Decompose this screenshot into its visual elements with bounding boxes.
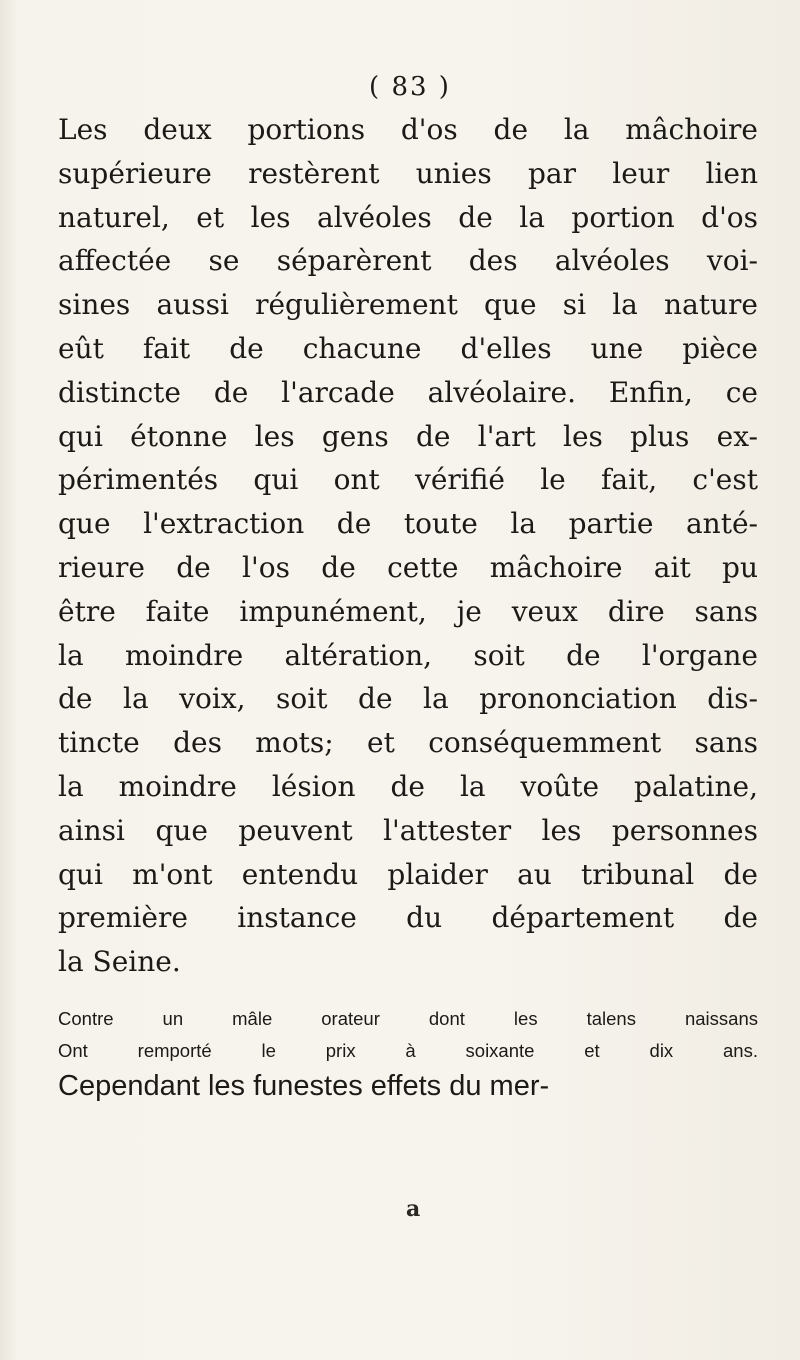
paragraph-line: sines aussi régulièrement que si la nature — [58, 288, 758, 322]
paragraph-line: qui m'ont entendu plaider au tribunal de — [58, 857, 758, 891]
paragraph-line: périmentés qui ont vérifié le fait, c'est — [58, 463, 758, 497]
paragraph-line: que l'extraction de toute la partie anté- — [58, 507, 758, 541]
paragraph-line: supérieure restèrent unies par leur lien — [58, 156, 758, 190]
paragraph-line: rieure de l'os de cette mâchoire ait pu — [58, 550, 758, 584]
paragraph-line: Les deux portions d'os de la mâchoire — [58, 113, 758, 146]
paragraph-line: distincte de l'arcade alvéolaire. Enfin, ce — [58, 375, 758, 409]
paragraph-line: première instance du département de — [58, 901, 758, 935]
paragraph-line: la Seine. — [58, 945, 181, 979]
paragraph-line: naturel, et les alvéoles de la portion d'os — [58, 200, 758, 234]
paragraph-line: la moindre lésion de la voûte palatine, — [58, 769, 758, 803]
main-paragraph — [58, 108, 758, 984]
verse-quote — [58, 1003, 758, 1067]
paragraph-line: qui étonne les gens de l'art les plus ex- — [58, 419, 758, 453]
paragraph-line: ainsi que peuvent l'attester les personnes — [58, 813, 758, 847]
paragraph-line: affectée se séparèrent des alvéoles voi- — [58, 244, 758, 278]
verse-line: Contre un mâle orateur dont les talens naissans — [58, 1008, 758, 1029]
paragraph-line: la moindre altération, soit de l'organe — [58, 638, 758, 672]
verse-line: Ont remporté le prix à soixante et dix ans. — [58, 1040, 758, 1061]
signature-mark: a — [406, 1196, 421, 1222]
page-number: ( 83 ) — [369, 72, 451, 102]
paragraph-line: être faite impunément, je veux dire sans — [58, 594, 758, 628]
paragraph-line: tincte des mots; et conséquemment sans — [58, 726, 758, 760]
paragraph-line: eût fait de chacune d'elles une pièce — [58, 331, 758, 365]
paragraph-line: de la voix, soit de la prononciation dis- — [58, 682, 758, 716]
catchline: Cependant les funestes effets du mer- — [58, 1070, 550, 1102]
